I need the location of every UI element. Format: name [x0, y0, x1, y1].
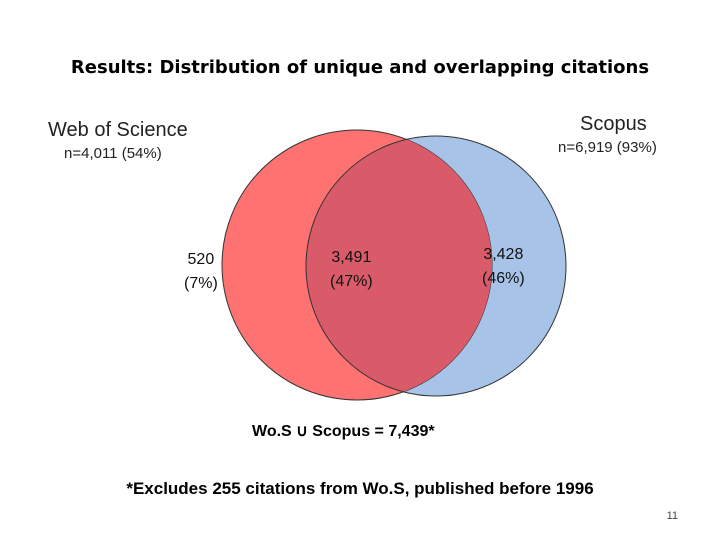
scopus-only-percent: (46%) [482, 270, 525, 287]
web-of-science-label: Web of Science [48, 119, 188, 141]
page-number: 11 [666, 510, 678, 522]
overlap-percent: (47%) [330, 273, 373, 290]
overlap-value: 3,491 [331, 249, 372, 266]
slide-title: Results: Distribution of unique and overlapping citations [70, 57, 650, 78]
web-of-science-count: n=4,011 (54%) [64, 145, 162, 162]
wos-only-value: 520 [187, 251, 215, 268]
scopus-label: Scopus [580, 113, 647, 135]
overlap-region-label [330, 246, 373, 294]
footnote: *Excludes 255 citations from Wo.S, published before 1996 [126, 479, 594, 498]
scopus-only-value: 3,428 [483, 246, 524, 263]
wos-only-percent: (7%) [184, 275, 218, 292]
union-total: Wo.S ∪ Scopus = 7,439* [252, 423, 435, 440]
scopus-only-region-label [482, 243, 525, 291]
scopus-count: n=6,919 (93%) [558, 139, 657, 156]
wos-only-region-label [184, 248, 218, 296]
